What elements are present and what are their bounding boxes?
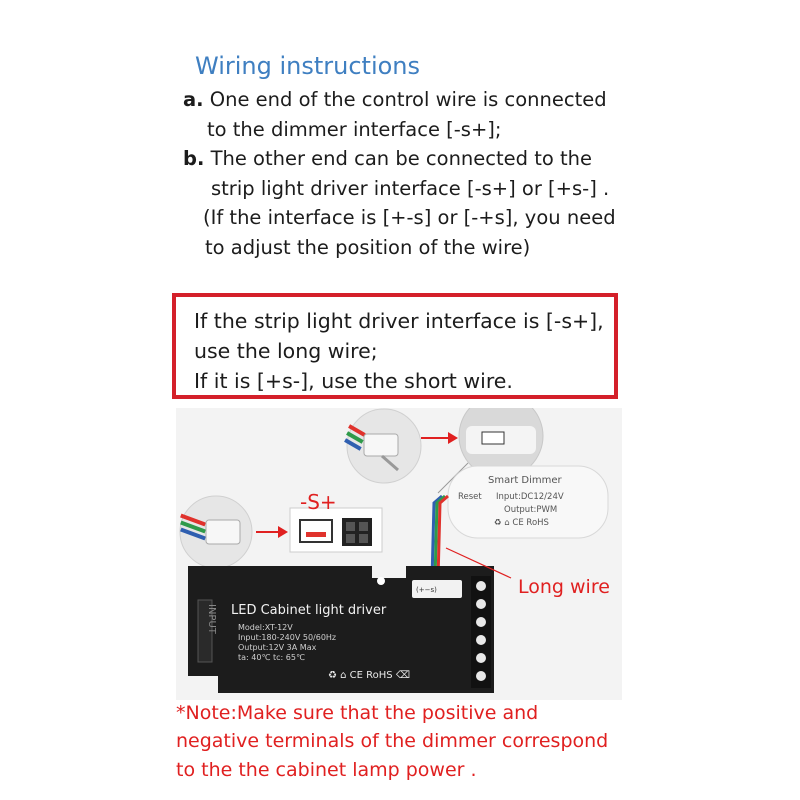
terminal-label: -S+ [300,490,337,514]
step-b-line-1 [183,147,592,170]
step-b-line-4: to adjust the position of the wire) [205,236,531,259]
note-line-2: negative terminals of the dimmer correspond [176,730,609,752]
step-a-line-2: to the dimmer interface [-s+]; [207,118,502,141]
note-line-3: to the the cabinet lamp power . [176,759,477,781]
callout-line-3: If it is [+s-], use the short wire. [194,369,513,393]
callout-line-1: If the strip light driver interface is [-s+], [194,309,604,333]
driver-model: Model:XT-12V [238,623,293,632]
driver-side-label: INPUT [206,604,217,634]
callout-box [172,293,618,399]
step-b-line-2: strip light driver interface [-s+] or [+s-] . [211,177,610,200]
smart-dimmer-module [448,466,608,538]
step-b-line-3: (If the interface is [+-s] or [-+s], you need [203,206,616,229]
page-title: Wiring instructions [195,52,421,80]
step-a-marker: a. [183,88,204,111]
long-wire-label: Long wire [518,576,610,598]
driver-temps: ta: 40℃ tc: 65℃ [238,653,305,662]
step-b-text-1: The other end can be connected to the [204,147,593,170]
driver-terminal-column [471,576,491,688]
step-a-line-1 [183,88,607,111]
dimmer-output: Output:PWM [504,505,558,515]
dimmer-name: Smart Dimmer [488,475,562,486]
wiring-photo [176,408,622,700]
step-b-marker: b. [183,147,205,170]
dimmer-reset: Reset [458,492,482,502]
driver-output: Output:12V 3A Max [238,643,317,652]
driver-name: LED Cabinet light driver [231,603,387,618]
note-line-1: *Note:Make sure that the positive and [176,702,539,724]
dimmer-marks: ♻ ⌂ CE RoHS [494,518,549,528]
arrow-icon [256,526,288,538]
short-wire-connector-photo [344,409,421,483]
driver-input: Input:180-240V 50/60Hz [238,633,337,642]
step-a-text-1: One end of the control wire is connected [203,88,607,111]
terminal-closeup [290,508,382,552]
driver-port-label: (+−s) [416,586,437,594]
wiring-diagram [176,408,622,700]
driver-marks: ♻ ⌂ CE RoHS ⌫ [328,670,410,681]
dimmer-input: Input:DC12/24V [496,492,564,502]
cabinet-light-driver [188,566,494,693]
arrow-icon [421,432,458,444]
callout-line-2: use the long wire; [194,339,378,363]
long-wire-connector-photo [180,496,252,568]
